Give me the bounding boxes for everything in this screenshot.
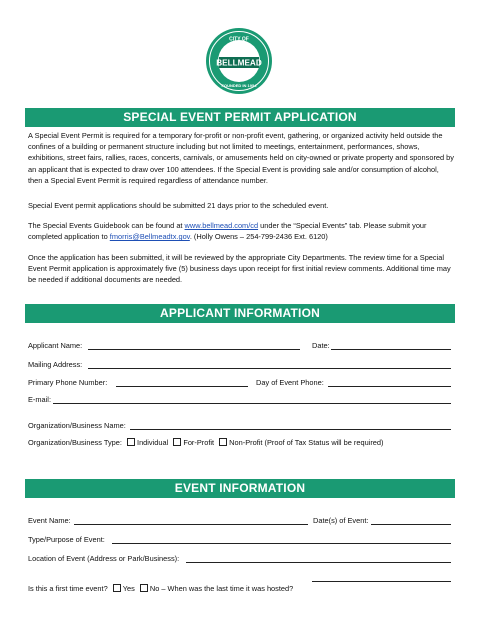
day-of-event-phone-field[interactable] (328, 386, 451, 387)
seal-bottom-text: FOUNDED IN 1954 (221, 83, 257, 88)
applicant-name-label: Applicant Name: (28, 341, 83, 350)
intro-paragraph-4: Once the application has been submitted, it will be reviewed by the appropriate City Departments. The review time for a Special Event Permit application is approximately five (5) business days upon receipt for first initial review comments. Additional time may be needed if additional documents are needed. (28, 253, 451, 285)
intro-paragraph-3: The Special Events Guidebook can be found at www.bellmead.com/cd under the “Special Events” tab. Please submit your completed application to fmorris@Bellmeadtx.gov. (Holly Owens – 254-799-2436 Ext. 6120) (28, 221, 427, 242)
form-title-banner: SPECIAL EVENT PERMIT APPLICATION (25, 108, 455, 127)
city-seal-logo (205, 27, 273, 95)
first-time-event-row: Is this a first time event? Yes No – When was the last time it was hosted? (28, 584, 294, 593)
primary-phone-field[interactable] (116, 386, 248, 387)
first-time-yes-checkbox[interactable] (113, 584, 121, 592)
seal-top-text: CITY OF (229, 36, 249, 43)
non-profit-checkbox[interactable] (219, 438, 227, 446)
email-link[interactable]: fmorris@Bellmeadtx.gov (109, 232, 190, 242)
organization-type-row: Organization/Business Type: Individual For-Profit Non-Profit (Proof of Tax Status will be required) (28, 438, 384, 447)
event-location-field[interactable] (186, 562, 451, 563)
day-of-event-phone-label: Day of Event Phone: (256, 378, 324, 387)
event-type-label: Type/Purpose of Event: (28, 535, 105, 544)
date-field[interactable] (331, 349, 451, 350)
organization-name-field[interactable] (130, 429, 451, 430)
event-dates-label: Date(s) of Event: (313, 516, 369, 525)
event-name-label: Event Name: (28, 516, 71, 525)
applicant-name-field[interactable] (88, 349, 300, 350)
email-label: E-mail: (28, 395, 51, 404)
applicant-section-banner: APPLICANT INFORMATION (25, 304, 455, 323)
event-name-field[interactable] (74, 524, 308, 525)
for-profit-checkbox[interactable] (173, 438, 181, 446)
email-field[interactable] (53, 403, 451, 404)
date-label: Date: (312, 341, 330, 350)
mailing-address-field[interactable] (88, 368, 451, 369)
event-type-field[interactable] (112, 543, 451, 544)
mailing-address-label: Mailing Address: (28, 360, 83, 369)
last-hosted-field[interactable] (312, 581, 451, 582)
event-section-banner: EVENT INFORMATION (25, 479, 455, 498)
event-dates-field[interactable] (371, 524, 451, 525)
primary-phone-label: Primary Phone Number: (28, 378, 108, 387)
intro-paragraph-2: Special Event permit applications should be submitted 21 days prior to the scheduled event. (28, 201, 329, 210)
intro-paragraph-1: A Special Event Permit is required for a temporary for-profit or non-profit event, gathering, or organized activity held outside the confines of a building or permanent structure including but not limited to meetings, entertainment, performances, shows, exhibitions, street fairs, rallies, races, concerts, carnivals, or amusements held on city-owned or private property and sponsored by an applicant that is expected to draw over 100 attendees. If the Special Event is providing sale and/or consumption of alcohol, then a Special Event Permit is required regardless of attendance number. (28, 131, 454, 185)
event-location-label: Location of Event (Address or Park/Business): (28, 554, 180, 563)
organization-name-label: Organization/Business Name: (28, 421, 126, 430)
first-time-no-checkbox[interactable] (140, 584, 148, 592)
individual-checkbox[interactable] (127, 438, 135, 446)
guidebook-link[interactable]: www.bellmead.com/cd (184, 221, 259, 230)
seal-name: BELLMEAD (216, 58, 262, 68)
